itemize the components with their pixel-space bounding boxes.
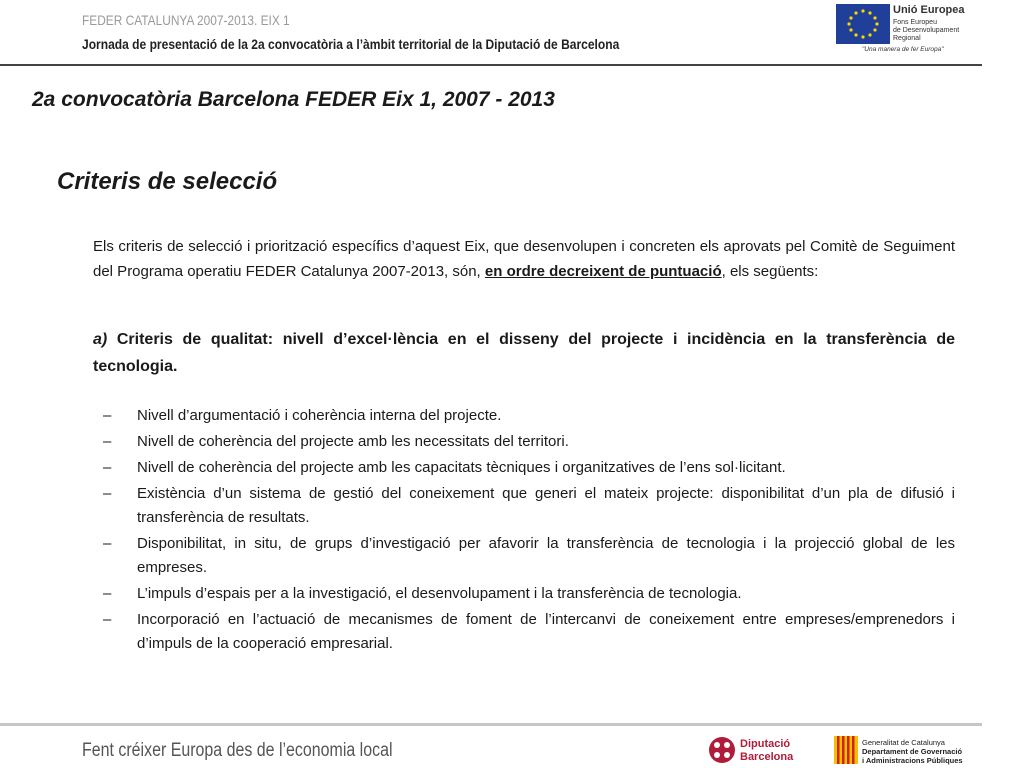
- list-item-text: Nivell de coherència del projecte amb les capacitats tècniques i organitzatives de l’ens sol·licitant.: [137, 459, 786, 476]
- senyera-icon: [834, 736, 858, 764]
- diputacio-line-2: Barcelona: [740, 751, 794, 763]
- program-title: FEDER CATALUNYA 2007-2013. EIX 1: [82, 12, 290, 28]
- intro-paragraph: [93, 234, 955, 284]
- eu-motto: "Una manera de fer Europa": [862, 46, 944, 53]
- generalitat-text: [862, 738, 963, 765]
- list-dash: –: [103, 433, 112, 450]
- list-item-text: Disponibilitat, in situ, de grups d’investigació per afavorir la transferència de tecnologia i la projecció global de les empreses.: [137, 535, 955, 576]
- eu-subtitle-line-2: de Desenvolupament: [893, 27, 960, 34]
- list-item: [103, 582, 955, 606]
- eu-subtitle: [893, 19, 983, 43]
- list-item: [103, 532, 955, 580]
- list-item-text: Nivell de coherència del projecte amb les necessitats del territori.: [137, 433, 569, 450]
- list-dash: –: [103, 611, 112, 628]
- slide-subtitle: Criteris de selecció: [57, 168, 278, 195]
- generalitat-line-1: Generalitat de Catalunya: [862, 738, 945, 747]
- diputacio-logo: [708, 736, 818, 766]
- list-item-text: Nivell d’argumentació i coherència interna del projecte.: [137, 407, 502, 424]
- generalitat-logo: [834, 736, 984, 766]
- generalitat-line-3: i Administracions Públiques: [862, 756, 963, 765]
- slide-title: 2a convocatòria Barcelona FEDER Eix 1, 2007 - 2013: [32, 88, 555, 111]
- list-item: [103, 404, 955, 428]
- list-dash: –: [103, 407, 112, 424]
- eu-subtitle-line-1: Fons Europeu: [893, 19, 937, 26]
- event-title: Jornada de presentació de la 2a convocatòria a l’àmbit territorial de la Diputació de Barcelona: [82, 36, 620, 52]
- header-divider: [0, 64, 982, 66]
- list-item-text: Incorporació en l’actuació de mecanismes de foment de l’intercanvi de coneixement entre empreses/emprenedors i d’impuls de la cooperació empresarial.: [137, 611, 955, 652]
- criterion-letter: a): [93, 331, 108, 348]
- intro-text: Els criteris de selecció i priorització específics d’aquest Eix, que desenvolupen i concreten els aprovats pel Comitè de Seguiment del Programa operatiu FEDER Catalunya 2007-2013, són,: [93, 238, 955, 280]
- list-dash: –: [103, 585, 112, 602]
- footer-slogan: Fent créixer Europa des de l’economia local: [82, 740, 393, 761]
- eu-logo: [836, 4, 982, 56]
- list-item: [103, 608, 955, 656]
- eu-title: Unió Europea: [893, 4, 965, 16]
- list-item: [103, 456, 955, 480]
- criteria-list: [103, 404, 955, 658]
- diputacio-text: [740, 738, 793, 764]
- list-item: [103, 430, 955, 454]
- eu-flag-icon: [836, 4, 890, 44]
- slide-header: [0, 0, 1024, 66]
- criterion-text: Criteris de qualitat: nivell d’excel·lència en el disseny del projecte i incidència en la transferència de tecnologia.: [93, 331, 955, 375]
- footer-divider: [0, 723, 982, 726]
- list-item-text: Existència d’un sistema de gestió del coneixement que generi el mateix projecte: disponibilitat d’un pla de difusió i transferència de resultats.: [137, 485, 955, 526]
- intro-end-text: , els següents:: [721, 263, 819, 280]
- list-item: [103, 482, 955, 530]
- diputacio-emblem-icon: [708, 736, 736, 764]
- intro-underlined-text: en ordre decreixent de puntuació: [484, 263, 722, 280]
- generalitat-line-2: Departament de Governació: [862, 747, 963, 756]
- list-dash: –: [103, 535, 112, 552]
- list-dash: –: [103, 459, 112, 476]
- diputacio-line-1: Diputació: [740, 738, 791, 750]
- eu-subtitle-line-3: Regional: [893, 35, 921, 42]
- criterion-heading: [93, 326, 955, 380]
- list-item-text: L’impuls d’espais per a la investigació, el desenvolupament i la transferència de tecnologia.: [137, 585, 742, 602]
- list-dash: –: [103, 485, 112, 502]
